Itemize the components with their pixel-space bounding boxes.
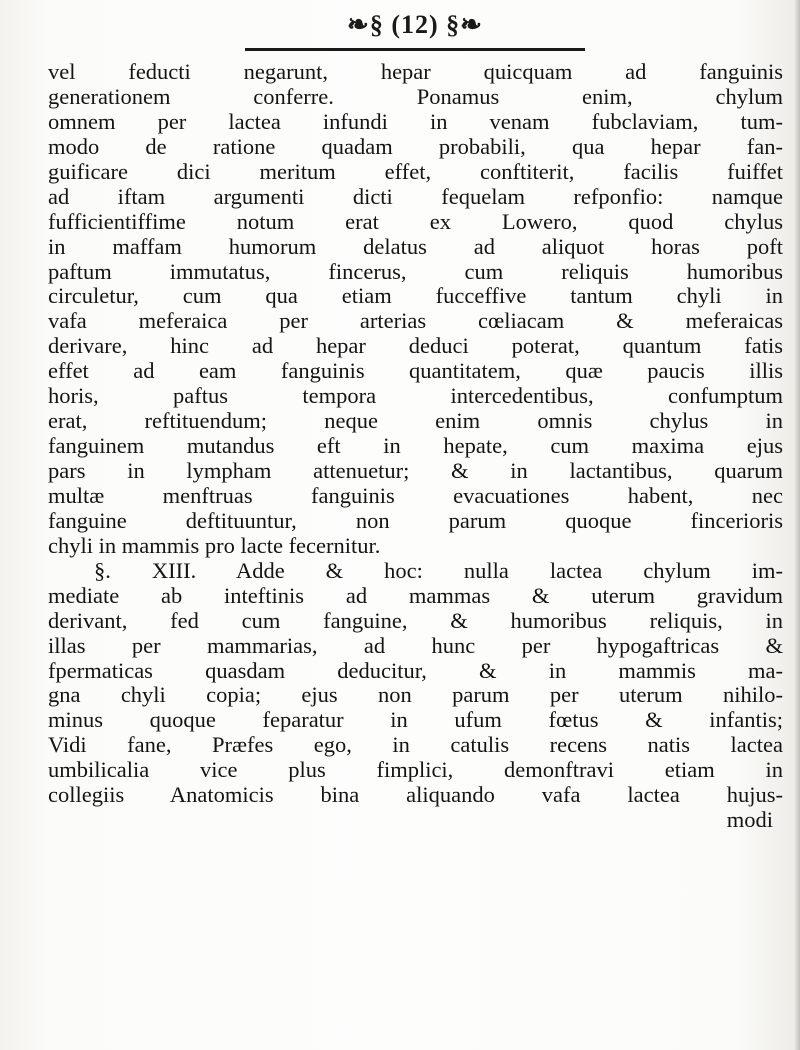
text-line: collegiis Anatomicis bina aliquando vafa lactea hujus- [48,782,783,808]
header-rule [245,48,585,51]
text-line: vafa meferaica per arterias cœliacam & meferaicas [48,308,783,334]
text-line: Vidi fane, Præfes ego, in catulis recens natis lactea [48,732,783,758]
text-line: paftum immutatus, fincerus, cum reliquis humoribus [48,258,783,284]
text-line: fanguinem mutandus eft in hepate, cum maxima ejus [48,433,783,459]
text-line: illas per mammarias, ad hunc per hypogaftricas & [48,632,783,658]
text-line: omnem per lactea infundi in venam fubclaviam, tum- [48,108,783,134]
text-line: minus quoque feparatur in ufum fœtus & infantis; [48,707,783,733]
header-ornament-left: ❧§ [347,10,384,39]
page-number-header [245,10,585,40]
text-line: erat, reftituendum; neque enim omnis chylus in [48,408,783,434]
section-xiii-start: §. XIII. Adde & hoc: nulla lactea chylum im- [94,557,783,583]
text-line: gna chyli copia; ejus non parum per uterum nihilo- [48,682,783,708]
text-line: derivare, hinc ad hepar deduci poterat, quantum fatis [48,333,783,359]
text-line: circuletur, cum qua etiam fucceffive tantum chyli in [48,283,783,309]
text-line: umbilicalia vice plus fimplici, demonftravi etiam in [48,757,783,783]
text-line: fufficientiffime notum erat ex Lowero, quod chylus [48,208,783,234]
text-line: horis, paftus tempora intercedentibus, confumptum [48,383,783,409]
paragraph-end-line: chyli in mammis pro lacte fecernitur. [48,532,381,558]
text-line: generationem conferre. Ponamus enim, chylum [48,83,783,109]
text-line: pars in lympham attenuetur; & in lactantibus, quarum [48,458,783,483]
text-line: fanguine deftituuntur, non parum quoque fincerioris [48,507,783,533]
text-line: in maffam humorum delatus ad aliquot horas poft [48,233,783,259]
text-line: ad iftam argumenti dicti fequelam refponfio: namque [48,183,783,209]
text-line: vel feducti negarunt, hepar quicquam ad fanguinis [48,59,783,84]
page-number: (12) [391,10,439,39]
text-line: multæ menftruas fanguinis evacuationes habent, nec [48,482,783,508]
text-line: effet ad eam fanguinis quantitatem, quæ paucis illis [48,358,783,384]
body-text [48,60,783,833]
text-line: fpermaticas quasdam deducitur, & in mammis ma- [48,657,783,683]
page-edge-shadow [794,0,800,1050]
text-line: guificare dici meritum effet, conftiterit, facilis fuiffet [48,158,783,184]
running-head [245,6,585,50]
catchword: modi [726,807,773,833]
text-line: mediate ab inteftinis ad mammas & uterum gravidum [48,582,783,608]
text-line: derivant, fed cum fanguine, & humoribus reliquis, in [48,607,783,633]
header-ornament-right: §❧ [446,10,483,39]
text-line: modo de ratione quadam probabili, qua hepar fan- [48,133,783,159]
